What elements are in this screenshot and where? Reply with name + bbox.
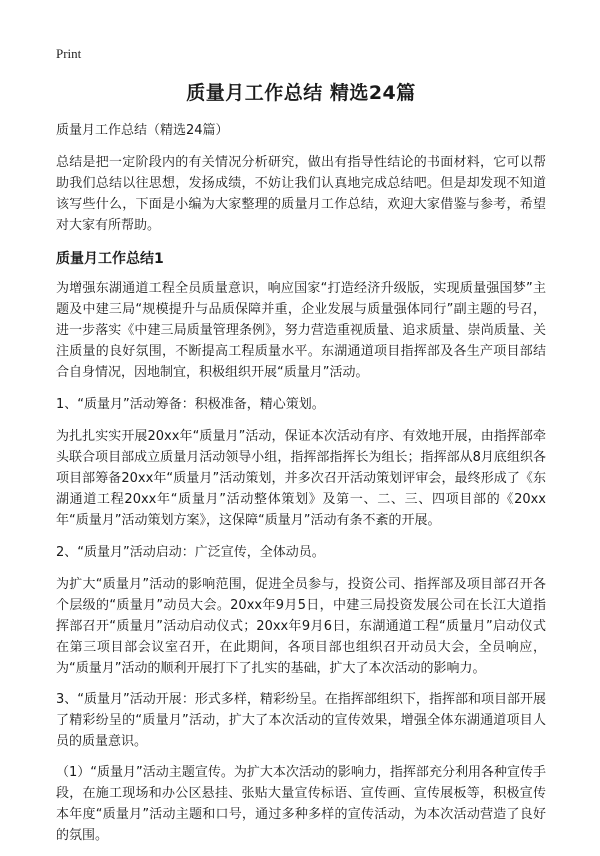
paragraph-2: 为扎扎实实开展20xx年“质量月”活动，保证本次活动有序、有效地开展，由指挥部牵头联合项目部成立质量月活动领导小组，指挥部指挥长为组长；指挥部从8月底组织各项目部筹备20xx年“质量月”活动策划，并多次召开活动策划评审会，最终形成了《东湖通道工程20xx年“质量月”活动整体策划》及第一、二、三、四项目部的《20xx年“质量月”活动策划方案》，这保障“质量月”活动有条不紊的开展。 <box>56 429 546 528</box>
paragraph-1: 为增强东湖通道工程全员质量意识，响应国家“打造经济升级版，实现质量强国梦”主题及中建三局“规模提升与品质保障并重，企业发展与质量强体同行”副主题的号召，进一步落实《中建三局质量管理条例》，努力营造重视质量、追求质量、崇尚质量、关注质量的良好氛围，不断提高工程质量水平。东湖通道项目指挥部及各生产项目部结合自身情况，因地制宜，积极组织开展“质量月”活动。 <box>56 281 546 380</box>
intro-paragraph: 总结是把一定阶段内的有关情况分析研究，做出有指导性结论的书面材料，它可以帮助我们总结以往思想，发扬成绩，不妨让我们认真地完成总结吧。但是却发现不知道该写些什么，下面是小编为大家整理的质量月工作总结，欢迎大家借鉴与参考，希望对大家有所帮助。 <box>56 155 546 233</box>
document-body <box>56 78 546 856</box>
paragraph-4: 3、“质量月”活动开展：形式多样，精彩纷呈。在指挥部组织下，指挥部和项目部开展了精彩纷呈的“质量月”活动，扩大了本次活动的宣传效果，增强全体东湖通道项目人员的质量意识。 <box>56 692 546 749</box>
paragraph-5: （1）“质量月”活动主题宣传。为扩大本次活动的影响力，指挥部充分利用各种宣传手段，在施工现场和办公区悬挂、张贴大量宣传标语、宣传画、宣传展板等，积极宣传本年度“质量月”活动主题和口号，通过多种多样的宣传活动，为本次活动营造了良好的氛围。 <box>56 765 546 843</box>
item-heading-1: 1、“质量月”活动筹备：积极准备，精心策划。 <box>56 397 325 412</box>
section-heading: 质量月工作总结1 <box>56 251 164 267</box>
item-heading-2: 2、“质量月”活动启动：广泛宣传，全体动员。 <box>56 545 325 560</box>
document-subtitle: 质量月工作总结（精选24篇） <box>56 123 229 138</box>
page-title: 质量月工作总结 精选24篇 <box>186 82 416 104</box>
print-link[interactable]: Print <box>56 46 82 61</box>
paragraph-3: 为扩大“质量月”活动的影响范围，促进全员参与，投资公司、指挥部及项目部召开各个层级的“质量月”动员大会。20xx年9月5日，中建三局投资发展公司在长江大道指挥部召开“质量月”活动启动仪式；20xx年9月6日，东湖通道工程“质量月”启动仪式在第三项目部会议室召开，在此期间，各项目部也组织召开动员大会，全员响应，为“质量月”活动的顺利开展打下了扎实的基础，扩大了本次活动的影响力。 <box>56 577 546 676</box>
